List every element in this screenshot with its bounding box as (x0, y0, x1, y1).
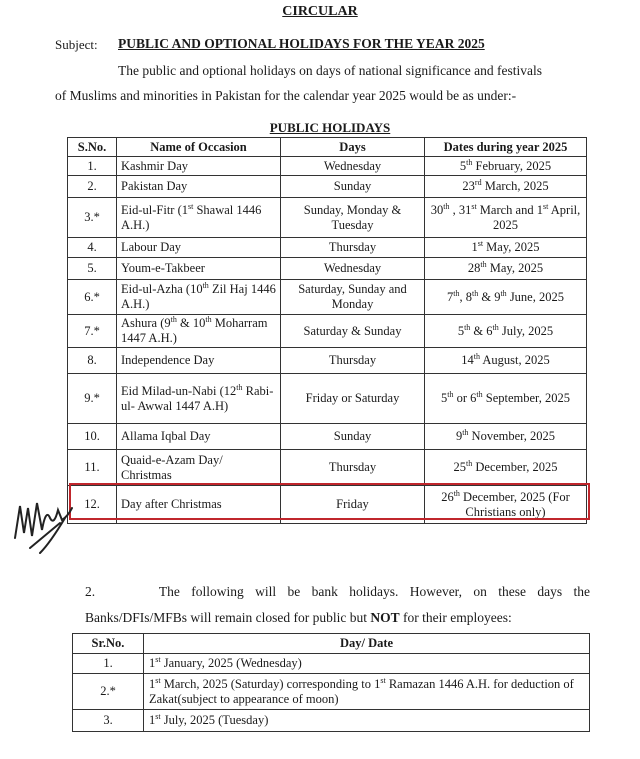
cell-occasion: Labour Day (117, 238, 281, 258)
bank-holiday-paragraph-line2 (85, 610, 512, 626)
table-row (68, 157, 587, 176)
cell-days: Saturday & Sunday (281, 315, 425, 348)
signature-mark (10, 488, 85, 563)
para2-number: 2. (85, 584, 96, 599)
cell-sno: 8. (68, 348, 117, 374)
table-row (68, 238, 587, 258)
cell-occasion: Allama Iqbal Day (117, 424, 281, 450)
table-row (73, 710, 590, 732)
cell-date: 28th May, 2025 (425, 258, 587, 280)
table-row (68, 450, 587, 486)
table-row (68, 424, 587, 450)
cell-days: Thursday (281, 348, 425, 374)
cell-occasion: Pakistan Day (117, 176, 281, 198)
col-dates-header: Dates during year 2025 (425, 138, 587, 157)
cell-date: 23rd March, 2025 (425, 176, 587, 198)
para2-line2-post: for their employees: (399, 610, 512, 625)
cell-sno: 12. (68, 486, 117, 524)
cell-date: 7th, 8th & 9th June, 2025 (425, 280, 587, 315)
para2-line1: The following will be bank holidays. However, on these days the (158, 584, 590, 599)
cell-occasion: Day after Christmas (117, 486, 281, 524)
cell-days: Saturday, Sunday and Monday (281, 280, 425, 315)
col-srno-header: Sr.No. (73, 634, 144, 654)
cell-date: 30th , 31st March and 1st April, 2025 (425, 198, 587, 238)
public-holidays-title: PUBLIC HOLIDAYS (269, 120, 391, 135)
cell-daydate: 1st January, 2025 (Wednesday) (144, 654, 590, 674)
cell-days: Thursday (281, 238, 425, 258)
cell-sno: 3.* (68, 198, 117, 238)
cell-days: Sunday (281, 424, 425, 450)
table-row (68, 374, 587, 424)
cell-srno: 2.* (73, 674, 144, 710)
cell-sno: 1. (68, 157, 117, 176)
cell-date: 5th February, 2025 (425, 157, 587, 176)
cell-daydate: 1st July, 2025 (Tuesday) (144, 710, 590, 732)
subject-title: PUBLIC AND OPTIONAL HOLIDAYS FOR THE YEAR 2025 (118, 36, 485, 51)
cell-occasion: Ashura (9th & 10th Moharram 1447 A.H.) (117, 315, 281, 348)
cell-srno: 1. (73, 654, 144, 674)
cell-occasion: Eid-ul-Azha (10th Zil Haj 1446 A.H.) (117, 280, 281, 315)
table-row (73, 674, 590, 710)
cell-occasion: Quaid-e-Azam Day/ Christmas (117, 450, 281, 486)
cell-days: Wednesday (281, 258, 425, 280)
subject-label: Subject: (55, 37, 98, 52)
para2-not: NOT (370, 610, 400, 625)
cell-days: Thursday (281, 450, 425, 486)
cell-days: Wednesday (281, 157, 425, 176)
cell-sno: 7.* (68, 315, 117, 348)
public-holidays-table (67, 137, 587, 524)
cell-daydate: 1st March, 2025 (Saturday) corresponding to 1st Ramazan 1446 A.H. for deduction of Zakat(subject to appearance of moon) (144, 674, 590, 710)
table-row (68, 315, 587, 348)
circular-heading: CIRCULAR (282, 4, 358, 19)
table-row (68, 348, 587, 374)
bank-holiday-paragraph (85, 584, 590, 600)
highlight-box (69, 483, 590, 520)
cell-sno: 10. (68, 424, 117, 450)
cell-sno: 9.* (68, 374, 117, 424)
table-row (68, 258, 587, 280)
cell-date: 25th December, 2025 (425, 450, 587, 486)
table-row (68, 198, 587, 238)
cell-date: 5th or 6th September, 2025 (425, 374, 587, 424)
cell-days: Friday (281, 486, 425, 524)
col-daydate-header: Day/ Date (144, 634, 590, 654)
cell-date: 1st May, 2025 (425, 238, 587, 258)
cell-occasion: Eid Milad-un-Nabi (12th Rabi-ul- Awwal 1447 A.H) (117, 374, 281, 424)
intro-paragraph-line2: of Muslims and minorities in Pakistan for the calendar year 2025 would be as under:- (55, 88, 517, 103)
cell-occasion: Eid-ul-Fitr (1st Shawal 1446 A.H.) (117, 198, 281, 238)
cell-sno: 4. (68, 238, 117, 258)
cell-sno: 6.* (68, 280, 117, 315)
cell-sno: 5. (68, 258, 117, 280)
cell-days: Sunday, Monday & Tuesday (281, 198, 425, 238)
cell-date: 5th & 6th July, 2025 (425, 315, 587, 348)
para2-line2-pre: Banks/DFIs/MFBs will remain closed for public but (85, 610, 371, 625)
col-days-header: Days (281, 138, 425, 157)
cell-date: 9th November, 2025 (425, 424, 587, 450)
cell-date: 26th December, 2025 (For Christians only) (425, 486, 587, 524)
cell-days: Friday or Saturday (281, 374, 425, 424)
bank-holidays-table (72, 633, 590, 732)
table-header-row (73, 634, 590, 654)
cell-sno: 2. (68, 176, 117, 198)
cell-occasion: Kashmir Day (117, 157, 281, 176)
cell-occasion: Youm-e-Takbeer (117, 258, 281, 280)
table-header-row (68, 138, 587, 157)
cell-occasion: Independence Day (117, 348, 281, 374)
table-row (68, 176, 587, 198)
cell-sno: 11. (68, 450, 117, 486)
table-row (68, 280, 587, 315)
intro-paragraph-line1: The public and optional holidays on days of national significance and festivals (118, 63, 543, 78)
col-occasion-header: Name of Occasion (117, 138, 281, 157)
col-sno-header: S.No. (68, 138, 117, 157)
cell-days: Sunday (281, 176, 425, 198)
cell-srno: 3. (73, 710, 144, 732)
cell-date: 14th August, 2025 (425, 348, 587, 374)
table-row (73, 654, 590, 674)
